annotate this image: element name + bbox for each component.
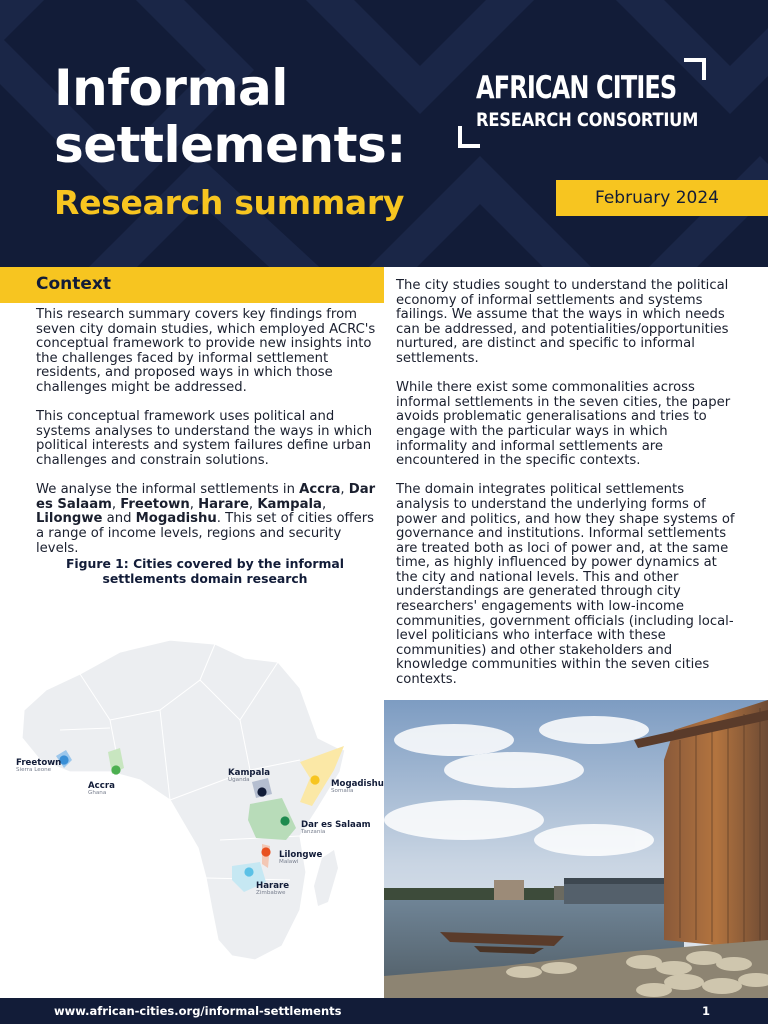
date-badge: February 2024 xyxy=(556,180,768,216)
label-dar-es-salaam: Dar es Salaam xyxy=(301,820,371,830)
context-paragraph-2: This conceptual framework uses political and systems analyses to understand the ways in which political interests and system failures define urban challenges and constrain solutions. xyxy=(36,409,373,468)
right-column xyxy=(396,279,736,702)
right-paragraph-1: The city studies sought to understand the political economy of informal settlements and systems failings. We assume that the ways in which needs can be addressed, and potentialities/opportunities nurtured, are distinct and specific to informal settlements. xyxy=(396,278,729,366)
document-subtitle: Research summary xyxy=(54,183,405,222)
marker-mogadishu xyxy=(310,775,319,784)
context-paragraph-3: We analyse the informal settlements in Accra, Dar es Salaam, Freetown, Harare, Kampala, Lilongwe and Mogadishu. This set of cities offers a range of income levels, regions and security levels. xyxy=(36,482,376,556)
header-banner xyxy=(0,0,768,267)
label-uganda: Uganda xyxy=(228,777,250,783)
label-lilongwe: Lilongwe xyxy=(279,850,323,860)
acrc-logo xyxy=(458,58,708,148)
marker-lilongwe xyxy=(261,847,270,856)
label-mogadishu: Mogadishu xyxy=(331,779,384,789)
label-accra: Accra xyxy=(88,781,115,791)
footer-url-link[interactable]: www.african-cities.org/informal-settlements xyxy=(54,1004,342,1018)
label-tanzania: Tanzania xyxy=(301,829,326,835)
logo-line-1: AFRICAN CITIES xyxy=(476,70,677,106)
title-line-2: settlements: xyxy=(54,116,406,174)
marker-harare xyxy=(244,867,253,876)
page-number: 1 xyxy=(701,1004,710,1018)
label-malawi: Malawi xyxy=(279,859,299,865)
label-somalia: Somalia xyxy=(331,788,354,794)
logo-corner-bracket-top-right xyxy=(684,58,706,80)
africa-map xyxy=(0,610,384,995)
title-line-1: Informal xyxy=(54,59,288,117)
label-kampala: Kampala xyxy=(228,768,271,778)
marker-dar-es-salaam xyxy=(280,816,289,825)
right-paragraph-3: The domain integrates political settlements analysis to understand the underlying forms of power and politics, and how they shape systems of governance and institutions. Informal settlements are treated both as loci of power and, at the same time, as highly influenced by power dynamics at the city and national levels. This and other understandings are generated through city researchers' engagements with low-income communities, government officials (including local-level politicians who interface with these communities) and other stakeholders and knowledge communities within the seven cities contexts. xyxy=(396,482,735,688)
label-freetown: Freetown xyxy=(16,758,62,768)
document-title xyxy=(54,60,406,174)
context-heading: Context xyxy=(36,274,112,294)
label-zimbabwe: Zimbabwe xyxy=(256,890,286,896)
label-sierra-leone: Sierra Leone xyxy=(16,767,52,773)
marker-kampala xyxy=(257,787,266,796)
label-harare: Harare xyxy=(256,881,290,891)
settlement-photo xyxy=(384,700,768,998)
footer-bar xyxy=(0,998,768,1024)
context-paragraph-1: This research summary covers key findings from seven city domain studies, which employed ACRC's conceptual framework to provide new insights into the challenges faced by informal settlement residents, and proposed ways in which those challenges might be addressed. xyxy=(36,307,376,395)
marker-accra xyxy=(111,765,120,774)
context-heading-bar xyxy=(0,267,384,303)
right-paragraph-2: While there exist some commonalities across informal settlements in the seven cities, the paper avoids problematic generalisations and tries to engage with the particular ways in which informality and informal settlements are encountered in the specific contexts. xyxy=(396,380,731,469)
logo-line-2: RESEARCH CONSORTIUM xyxy=(476,109,699,131)
africa-silhouette xyxy=(22,640,345,960)
left-column xyxy=(36,308,376,571)
figure-caption: Figure 1: Cities covered by the informal settlements domain research xyxy=(65,556,345,586)
label-ghana: Ghana xyxy=(88,790,107,796)
